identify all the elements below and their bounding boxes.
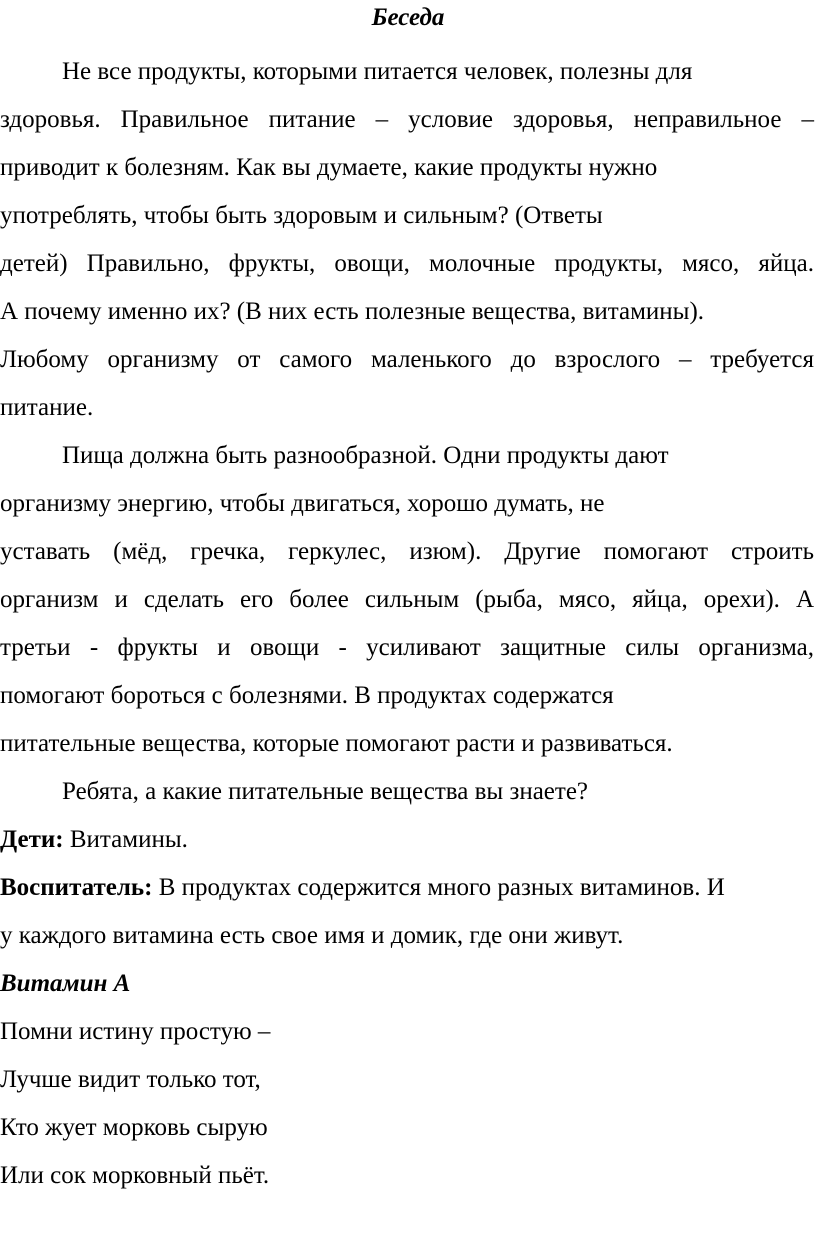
poem-line-2: Лучше видит только тот, bbox=[0, 1066, 261, 1093]
paragraph-2-line-6: помогают бороться с болезнями. В продуктах содержатся bbox=[0, 682, 614, 709]
paragraph-1-line-2: здоровья. Правильное питание – условие здоровья, неправильное – bbox=[0, 106, 814, 133]
paragraph-1-line-4: употреблять, чтобы быть здоровым и сильным? (Ответы bbox=[0, 202, 603, 229]
paragraph-1-line-3: приводит к болезням. Как вы думаете, какие продукты нужно bbox=[0, 154, 658, 181]
teacher-line-1 bbox=[0, 864, 725, 911]
paragraph-2-line-2: организму энергию, чтобы двигаться, хорошо думать, не bbox=[0, 490, 605, 517]
paragraph-2-line-4: организм и сделать его более сильным (рыба, мясо, яйца, орехи). А bbox=[0, 586, 814, 613]
question-line: Ребята, а какие питательные вещества вы знаете? bbox=[62, 778, 589, 805]
paragraph-1-line-6: А почему именно их? (В них есть полезные вещества, витамины). bbox=[0, 298, 705, 325]
paragraph-1-line-5: детей) Правильно, фрукты, овощи, молочные продукты, мясо, яйца. bbox=[0, 250, 814, 277]
children-answer bbox=[0, 816, 188, 863]
paragraph-2-line-1: Пища должна быть разнообразной. Одни продукты дают bbox=[62, 442, 669, 469]
paragraph-2-line-5: третьи - фрукты и овощи - усиливают защитные силы организма, bbox=[0, 634, 814, 661]
teacher-text-1: В продуктах содержится много разных витаминов. И bbox=[152, 874, 725, 901]
poem-line-3: Кто жует морковь сырую bbox=[0, 1114, 268, 1141]
paragraph-1-line-1: Не все продукты, которыми питается человек, полезны для bbox=[62, 58, 693, 85]
children-speaker: Дети: bbox=[0, 826, 64, 853]
teacher-speaker: Воспитатель: bbox=[0, 874, 153, 901]
paragraph-1-line-7: Любому организму от самого маленького до взрослого – требуется bbox=[0, 346, 814, 373]
children-text: Витамины. bbox=[63, 826, 188, 853]
teacher-line-2: у каждого витамина есть свое имя и домик, где они живут. bbox=[0, 922, 624, 949]
poem-line-1: Помни истину простую – bbox=[0, 1018, 271, 1045]
paragraph-2-line-7: питательные вещества, которые помогают расти и развиваться. bbox=[0, 730, 673, 757]
paragraph-2-line-3: уставать (мёд, гречка, геркулес, изюм). Другие помогают строить bbox=[0, 538, 814, 565]
paragraph-1-line-8: питание. bbox=[0, 394, 94, 421]
document-title: Беседа bbox=[371, 4, 445, 31]
vitamin-heading: Витамин А bbox=[0, 970, 131, 997]
poem-line-4: Или сок морковный пьёт. bbox=[0, 1162, 270, 1189]
